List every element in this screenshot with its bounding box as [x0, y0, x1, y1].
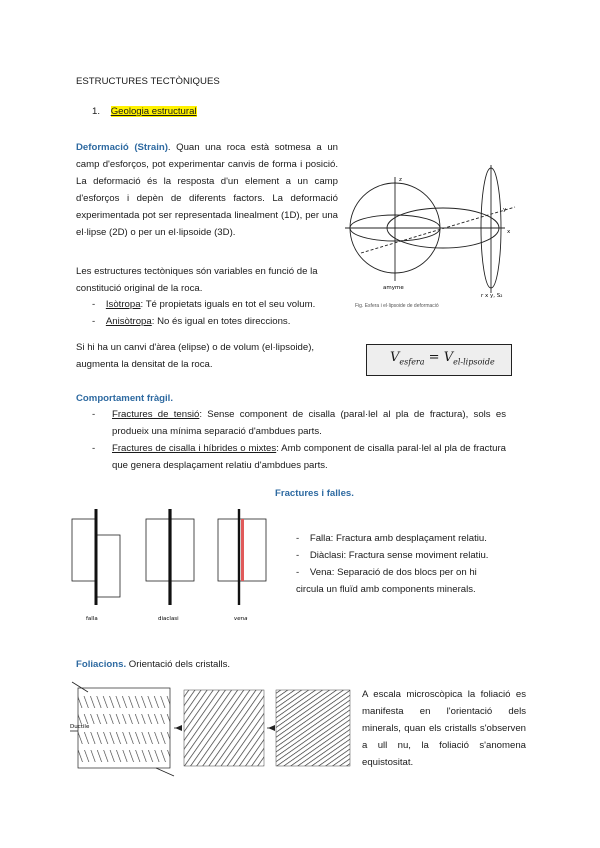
- foliacions-text: Orientació dels cristalls.: [126, 659, 231, 670]
- list-text: Diàclasi: Fractura sense moviment relatiu.: [309, 550, 489, 561]
- shear-zone-panel: [70, 682, 174, 776]
- variables-list: [92, 296, 352, 330]
- list-text: : Amb component de cisalla paral·lel al pla de fractura que genera desplaçament relatiu d'ambdues parts.: [112, 443, 506, 471]
- list-item: - Fractures de tensió: Sense component de cisalla (paral·lel al pla de fractura), sols es produeix una mínima separació d'ambdues parts.: [92, 409, 506, 437]
- list-item: - Falla: Fractura amb desplaçament relatiu.: [296, 533, 487, 544]
- vena-diagram: [218, 509, 266, 605]
- fragil-heading: Comportament fràgil.: [76, 393, 174, 404]
- foliacions-paragraph: A escala microscòpica la foliació es manifesta en l'orientació dels minerals, quan els cristalls s'observen a ull nu, la foliació s'anomena equistositat.: [362, 689, 526, 768]
- page-title: ESTRUCTURES TECTÒNIQUES: [76, 76, 220, 87]
- formula-rhs: V: [443, 350, 454, 365]
- list-text: : Té propietats iguals en tot el seu volum.: [140, 299, 316, 310]
- foliation-figure: [70, 676, 352, 780]
- foliacions-term: Foliacions.: [76, 659, 127, 670]
- fractures-diagram: [68, 505, 278, 625]
- deformacio-text: . Quan una roca està sotmesa a un camp d'esforços, pot experimentar canvis de forma i posició. La deformació és la resposta d'un element a un camp d'esforços i depèn de diferents factors. La deformació experimentada pot ser representada linealment (1D), per una el·lipse (2D) o per un el·lipsoide (3D).: [76, 142, 338, 238]
- foliation-panel-intermediate: [184, 690, 264, 766]
- section-number: 1.: [92, 106, 101, 117]
- deformacio-term: Deformació (Strain): [76, 142, 168, 153]
- falla-diagram: [72, 509, 120, 605]
- volum-paragraph: Si hi ha un canvi d'àrea (elipse) o de volum (el·lipsoide), augmenta la densitat de la roca.: [76, 342, 315, 370]
- list-text: : Sense component de cisalla (paral·lel al pla de fractura), sols es produeix una mínima separació d'ambdues parts.: [112, 409, 506, 437]
- fractures-heading: Fractures i falles.: [275, 488, 354, 499]
- diaclasi-diagram: [146, 509, 194, 605]
- label-y: y: [503, 207, 507, 213]
- foliacions-heading: [76, 656, 230, 673]
- fractures-list: [288, 530, 500, 598]
- ellipsoid-caption: Fig. Esfera i el·lipsoide de deformació: [355, 303, 439, 309]
- section-title: Geologia estructural: [110, 106, 197, 117]
- formula-rhs-sub: el-lipsoide: [453, 357, 495, 367]
- foliation-panel-final: [276, 690, 350, 766]
- list-term: Fractures de tensió: [112, 409, 200, 420]
- section-heading: [92, 103, 197, 120]
- list-term: Anisòtropa: [105, 316, 152, 327]
- list-item: - Vena: Separació de dos blocs per on hi circula un fluïd amb components minerals.: [296, 567, 477, 595]
- list-text: Falla: Fractura amb desplaçament relatiu.: [309, 533, 487, 544]
- variables-paragraph: Les estructures tectòniques són variables en funció de la constitució original de la roca.: [76, 266, 318, 294]
- label-axis: r x y, S₂: [481, 293, 503, 299]
- label-vena: vena: [234, 616, 248, 622]
- formula-lhs: V: [390, 350, 400, 365]
- list-text: Vena: Separació de dos blocs per on hi circula un fluïd amb components minerals.: [296, 567, 477, 595]
- label-ductile: Ductile: [70, 724, 90, 730]
- list-item: - Diàclasi: Fractura sense moviment relatiu.: [296, 550, 489, 561]
- formula-lhs-sub: esfera: [399, 357, 425, 367]
- ellipsoid-figure: [343, 163, 518, 315]
- deformacio-paragraph: [76, 139, 338, 241]
- label-diaclasi: diaclasi: [158, 616, 179, 622]
- list-text: : No és igual en totes direccions.: [151, 316, 291, 327]
- label-body: amyme: [383, 285, 404, 291]
- list-term: Fractures de cisalla i híbrides o mixtes: [112, 443, 277, 454]
- list-item: - Fractures de cisalla i híbrides o mixtes: Amb component de cisalla paral·lel al pla de fractura que genera desplaçament relatiu d'ambdues parts.: [92, 443, 506, 471]
- list-item: - Anisòtropa: No és igual en totes direccions.: [92, 316, 291, 327]
- fragil-list: [92, 406, 506, 474]
- label-z: z: [399, 177, 402, 183]
- label-x: x: [507, 229, 511, 235]
- label-falla: falla: [86, 616, 98, 622]
- volume-formula: [366, 344, 512, 376]
- formula-equals: =: [428, 350, 440, 365]
- list-term: Isòtropa: [105, 299, 141, 310]
- list-item: - Isòtropa: Té propietats iguals en tot el seu volum.: [92, 299, 316, 310]
